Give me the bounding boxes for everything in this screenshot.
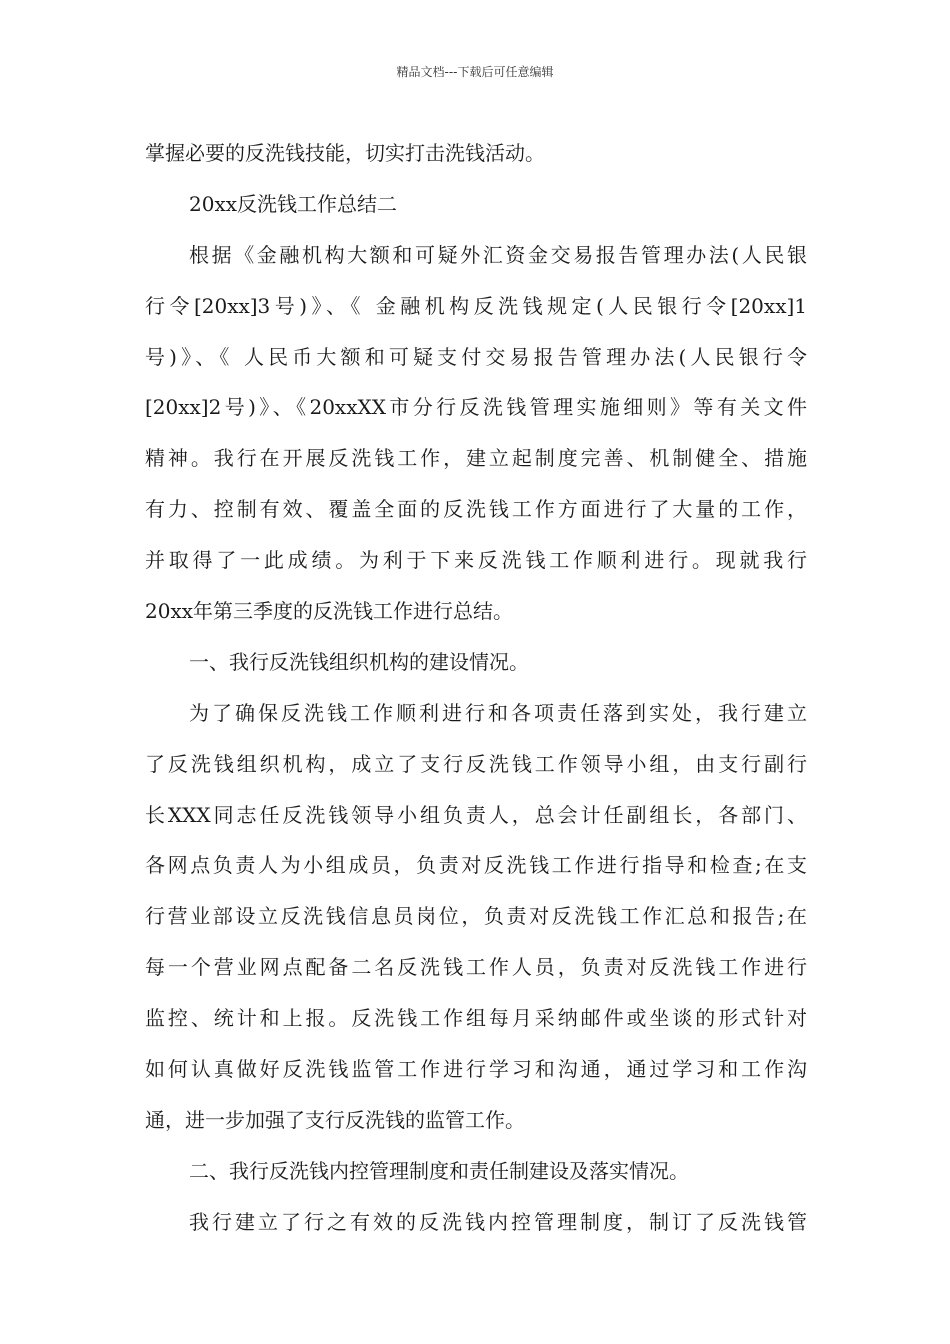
text-line: 有力、控制有效、覆盖全面的反洗钱工作方面进行了大量的工作， xyxy=(145,497,807,522)
text-line: 长XXX同志任反洗钱领导小组负责人，总会计任副组长，各部门、 xyxy=(145,802,807,827)
text-line: 20xx年第三季度的反洗钱工作进行总结。 xyxy=(145,599,514,624)
text-line: [20xx]2号)》、《20xxXX市分行反洗钱管理实施细则》等有关文件 xyxy=(145,395,807,420)
text-line: 精神。我行在开展反洗钱工作，建立起制度完善、机制健全、措施 xyxy=(145,446,807,471)
text-line: 掌握必要的反洗钱技能，切实打击洗钱活动。 xyxy=(145,141,545,165)
text-line: 号)》、《 人民币大额和可疑支付交易报告管理办法(人民银行令 xyxy=(145,344,807,369)
text-line: 如何认真做好反洗钱监管工作进行学习和沟通，通过学习和工作沟 xyxy=(145,1057,807,1082)
text-line: 了反洗钱组织机构，成立了支行反洗钱工作领导小组，由支行副行 xyxy=(145,751,807,776)
text-line: 二、我行反洗钱内控管理制度和责任制建设及落实情况。 xyxy=(189,1158,689,1183)
text-line: 行营业部设立反洗钱信息员岗位，负责对反洗钱工作汇总和报告;在 xyxy=(145,904,807,929)
text-line: 每一个营业网点配备二名反洗钱工作人员，负责对反洗钱工作进行 xyxy=(145,955,807,980)
text-line: 通，进一步加强了支行反洗钱的监管工作。 xyxy=(145,1107,525,1132)
text-line: 行令[20xx]3号)》、《 金融机构反洗钱规定(人民银行令[20xx]1 xyxy=(145,293,807,318)
text-line: 一、我行反洗钱组织机构的建设情况。 xyxy=(189,649,529,674)
text-line: 并取得了一此成绩。为利于下来反洗钱工作顺利进行。现就我行 xyxy=(145,548,807,573)
text-line: 根据《金融机构大额和可疑外汇资金交易报告管理办法(人民银 xyxy=(189,242,807,267)
text-line: 20xx反洗钱工作总结二 xyxy=(189,191,398,216)
text-line: 为了确保反洗钱工作顺利进行和各项责任落到实处，我行建立 xyxy=(189,700,807,725)
text-line: 各网点负责人为小组成员，负责对反洗钱工作进行指导和检查;在支 xyxy=(145,853,807,878)
document-body xyxy=(145,128,807,1248)
text-line: 监控、统计和上报。反洗钱工作组每月采纳邮件或坐谈的形式针对 xyxy=(145,1006,807,1031)
text-line: 我行建立了行之有效的反洗钱内控管理制度，制订了反洗钱管 xyxy=(189,1209,807,1234)
page-header: 精品文档---下载后可任意编辑 xyxy=(396,65,554,79)
